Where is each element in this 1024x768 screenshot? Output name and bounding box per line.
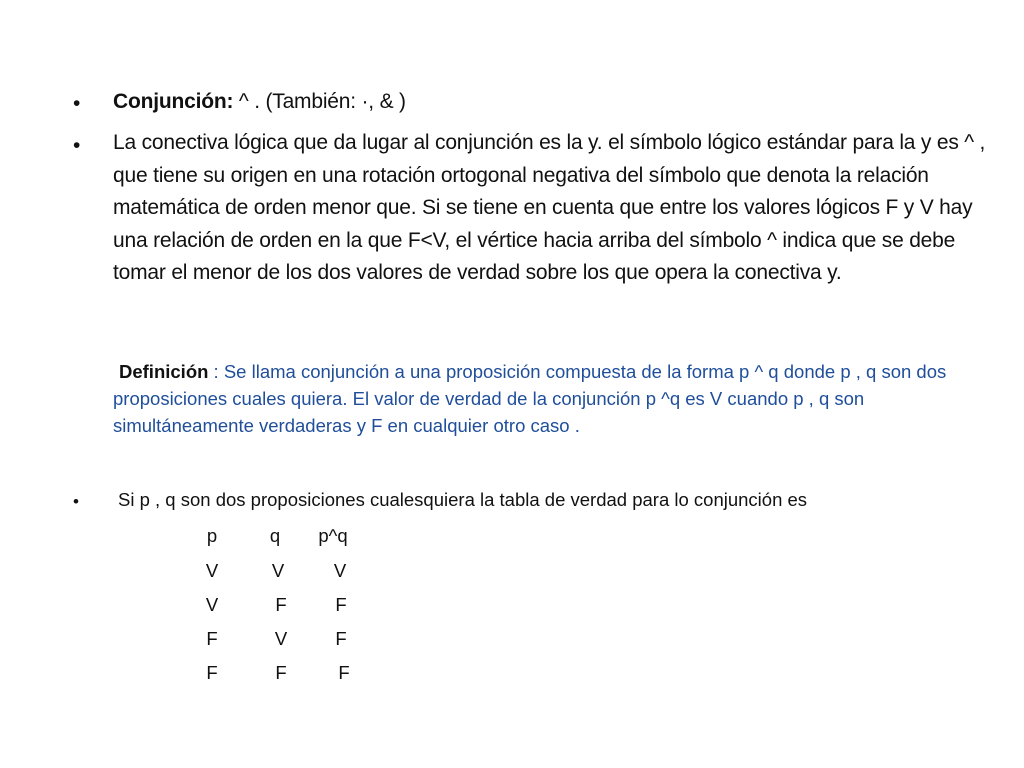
definition-text: : Se llama conjunción a una proposición compuesta de la forma p ^ q donde p , q son dos proposiciones cuales quiera. El valor de verdad de la conjunción p ^q es V cuando p , q son simultáneamente verdaderas y F en cualquier otro caso . xyxy=(113,361,947,436)
truth-table-cell: F xyxy=(206,628,218,649)
conjunction-symbols: ^ . (También: ·, & ) xyxy=(233,90,406,113)
truth-table-cell: F xyxy=(338,662,350,683)
definition-label: Definición xyxy=(119,361,209,382)
truth-table-cell: V xyxy=(271,560,285,581)
bullet-marker: • xyxy=(73,92,81,115)
truth-table-cell: F xyxy=(206,662,218,683)
bullet-marker: • xyxy=(73,492,79,511)
truth-table-intro: Si p , q son dos proposiciones cualesquiera la tabla de verdad para lo conjunción es xyxy=(118,489,808,510)
bullet-marker: • xyxy=(73,134,81,157)
definition-paragraph xyxy=(113,358,993,439)
truth-table-cell: V xyxy=(205,594,219,615)
conjunction-heading xyxy=(113,86,993,119)
truth-table-cell: F xyxy=(335,628,347,649)
truth-table-cell: F xyxy=(275,594,287,615)
conjunction-explanation: La conectiva lógica que da lugar al conjunción es la y. el símbolo lógico estándar para la y es ^ , que tiene su origen en una rotación ortogonal negativa del símbolo que denota la relación matemática de orden menor que. Si se tiene en cuenta que entre los valores lógicos F y V hay una relación de orden en la que F<V, el vértice hacia arriba del símbolo ^ indica que se debe tomar el menor de los dos valores de verdad sobre los que opera la conectiva y. xyxy=(113,131,986,284)
truth-table-cell: V xyxy=(274,628,288,649)
truth-table-cell: F xyxy=(335,594,347,615)
conjunction-label: Conjunción: xyxy=(113,90,234,113)
truth-table-header: q xyxy=(269,525,281,546)
truth-table-header: p xyxy=(206,525,218,546)
truth-table-cell: F xyxy=(275,662,287,683)
truth-table-cell: V xyxy=(333,560,347,581)
truth-table-cell: V xyxy=(205,560,219,581)
truth-table-header: p^q xyxy=(318,525,348,546)
